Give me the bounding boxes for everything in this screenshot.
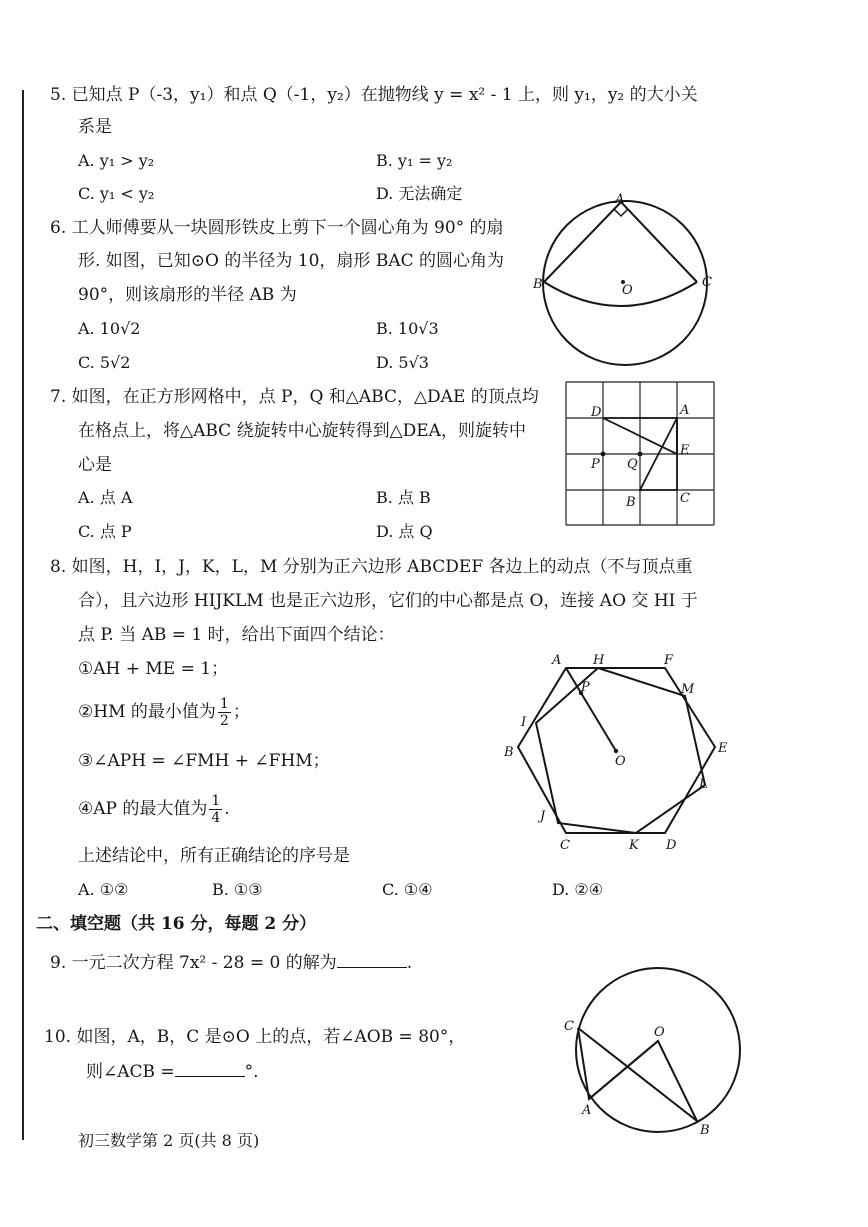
section-2-heading: 二、填空题（共 16 分，每题 2 分）: [36, 914, 317, 934]
q10-stem-end: °.: [244, 1062, 259, 1082]
q10-answer-blank[interactable]: [175, 1060, 245, 1077]
q5-option-a: A. y₁ > y₂: [78, 151, 155, 170]
q8-conclusion-4-end: .: [224, 799, 230, 819]
q6-option-b: B. 10√3: [376, 319, 439, 338]
q8-segment-ao: [566, 668, 616, 751]
q10-segment-cb: [578, 1028, 697, 1121]
q8-label-h: H: [593, 653, 605, 668]
q6-stem-line2: 形. 如图，已知⊙O 的半径为 10，扇形 BAC 的圆心角为: [78, 251, 505, 271]
q8-label-e: E: [718, 741, 728, 756]
q8-label-b: B: [504, 745, 514, 760]
q8-stem-line1: 8. 如图，H，I，J，K，L，M 分别为正六边形 ABCDEF 各边上的动点（不与顶点重: [50, 557, 693, 577]
q7-stem-line1: 7. 如图，在正方形网格中，点 P，Q 和△ABC，△DAE 的顶点均: [50, 387, 539, 407]
q8-conclusion-4: [78, 793, 230, 826]
q7-figure-square-grid: [566, 382, 716, 527]
q8-label-p: P: [581, 680, 590, 695]
q8-fraction-one-quarter: [209, 793, 222, 826]
q8-stem-line2: 合），且六边形 HIJKLM 也是正六边形，它们的中心都是点 O，连接 AO 交 HI 于: [78, 591, 698, 611]
q6-stem-line1: 6. 工人师傅要从一块圆形铁皮上剪下一个圆心角为 90° 的扇: [50, 218, 504, 238]
q8-figure-hexagons: [498, 648, 738, 860]
q8-conclusion-2-text: ②HM 的最小值为: [78, 702, 216, 722]
q10-stem-text: 则∠ACB =: [86, 1062, 175, 1082]
q8-fraction-one-half-denominator: 2: [219, 713, 229, 729]
q9-stem-text: 9. 一元二次方程 7x² - 28 = 0 的解为: [50, 953, 337, 973]
q6-label-a: A: [615, 192, 625, 207]
q7-label-b: B: [626, 495, 636, 510]
q6-option-d: D. 5√3: [376, 353, 429, 372]
q10-label-b: B: [700, 1123, 710, 1138]
q8-label-i: I: [521, 715, 527, 730]
q10-figure-circle: [562, 966, 722, 1146]
q8-label-a: A: [552, 653, 562, 668]
q8-fraction-one-half-numerator: 1: [219, 696, 229, 712]
q7-option-c: C. 点 P: [78, 522, 132, 541]
q8-conclusion-prompt: 上述结论中，所有正确结论的序号是: [78, 846, 350, 866]
q7-label-q: Q: [627, 457, 638, 472]
q7-point-q: [638, 452, 643, 457]
q6-option-c: C. 5√2: [78, 353, 131, 372]
q7-label-e: E: [680, 443, 690, 458]
q5-option-c: C. y₁ < y₂: [78, 184, 155, 203]
q8-option-a: A. ①②: [78, 880, 129, 899]
q8-label-l: L: [699, 777, 708, 792]
q10-circle: [576, 968, 740, 1132]
q8-label-f: F: [664, 653, 674, 668]
q8-label-c: C: [560, 838, 570, 853]
q8-label-k: K: [629, 838, 639, 853]
q8-option-c: C. ①④: [382, 880, 433, 899]
q5-option-b: B. y₁ = y₂: [376, 151, 453, 170]
q6-right-angle-mark: [614, 209, 628, 216]
q8-conclusion-1: ①AH + ME = 1；: [78, 659, 229, 679]
q7-stem-line3: 心是: [78, 455, 112, 475]
q8-option-d: D. ②④: [552, 880, 604, 899]
q6-segment-ac: [621, 202, 697, 282]
q10-label-c: C: [564, 1019, 574, 1034]
q9-stem-end: .: [406, 953, 413, 973]
q8-fraction-one-quarter-numerator: 1: [211, 793, 221, 809]
q6-arc-bc: [544, 282, 697, 306]
q10-stem-line2: [86, 1060, 259, 1083]
q8-label-m: M: [681, 682, 695, 697]
q8-conclusion-4-text: ④AP 的最大值为: [78, 799, 208, 819]
page-footer: 初三数学第 2 页(共 8 页): [78, 1131, 260, 1150]
q8-fraction-one-quarter-denominator: 4: [211, 810, 221, 826]
q7-stem-line2: 在格点上，将△ABC 绕旋转中心旋转得到△DEA，则旋转中: [78, 421, 526, 441]
q8-label-d: D: [666, 838, 677, 853]
q9-answer-blank[interactable]: [337, 951, 407, 968]
q8-point-o: [614, 749, 618, 753]
q6-label-b: B: [533, 277, 543, 292]
q6-figure-circle-sector: [530, 190, 730, 390]
q7-label-c: C: [680, 491, 690, 506]
q7-option-d: D. 点 Q: [376, 522, 433, 541]
q8-option-b: B. ①③: [212, 880, 263, 899]
q8-conclusion-3: ③∠APH = ∠FMH + ∠FHM；: [78, 751, 330, 771]
q8-label-j: J: [540, 809, 546, 824]
q8-stem-line3: 点 P. 当 AB = 1 时，给出下面四个结论：: [78, 625, 395, 645]
q5-option-d: D. 无法确定: [376, 184, 463, 203]
q10-label-o: O: [654, 1025, 665, 1040]
q6-label-c: C: [702, 275, 712, 290]
q8-conclusion-2-end: ；: [232, 702, 250, 722]
q10-segment-ao: [589, 1041, 658, 1099]
q8-label-o: O: [615, 754, 626, 769]
q7-option-a: A. 点 A: [78, 488, 133, 507]
q7-label-d: D: [591, 405, 602, 420]
q7-point-p: [601, 452, 606, 457]
q8-fraction-one-half: [218, 696, 231, 729]
q6-stem-line3: 90°，则该扇形的半径 AB 为: [78, 285, 297, 305]
binding-margin-line: [22, 90, 24, 1140]
q6-option-a: A. 10√2: [78, 319, 141, 338]
q8-conclusion-2: [78, 696, 250, 729]
q10-stem-line1: 10. 如图，A，B，C 是⊙O 上的点，若∠AOB = 80°，: [44, 1027, 466, 1047]
q7-label-p: P: [591, 457, 600, 472]
q7-option-b: B. 点 B: [376, 488, 431, 507]
q10-label-a: A: [582, 1103, 592, 1118]
q5-stem-line2: 系是: [78, 117, 112, 137]
q9-stem: [50, 951, 412, 974]
q7-label-a: A: [680, 403, 690, 418]
q5-stem-line1: 5. 已知点 P（-3，y₁）和点 Q（-1，y₂）在抛物线 y = x² - 1 上，则 y₁，y₂ 的大小关: [50, 85, 698, 105]
q6-label-o: O: [622, 283, 633, 298]
